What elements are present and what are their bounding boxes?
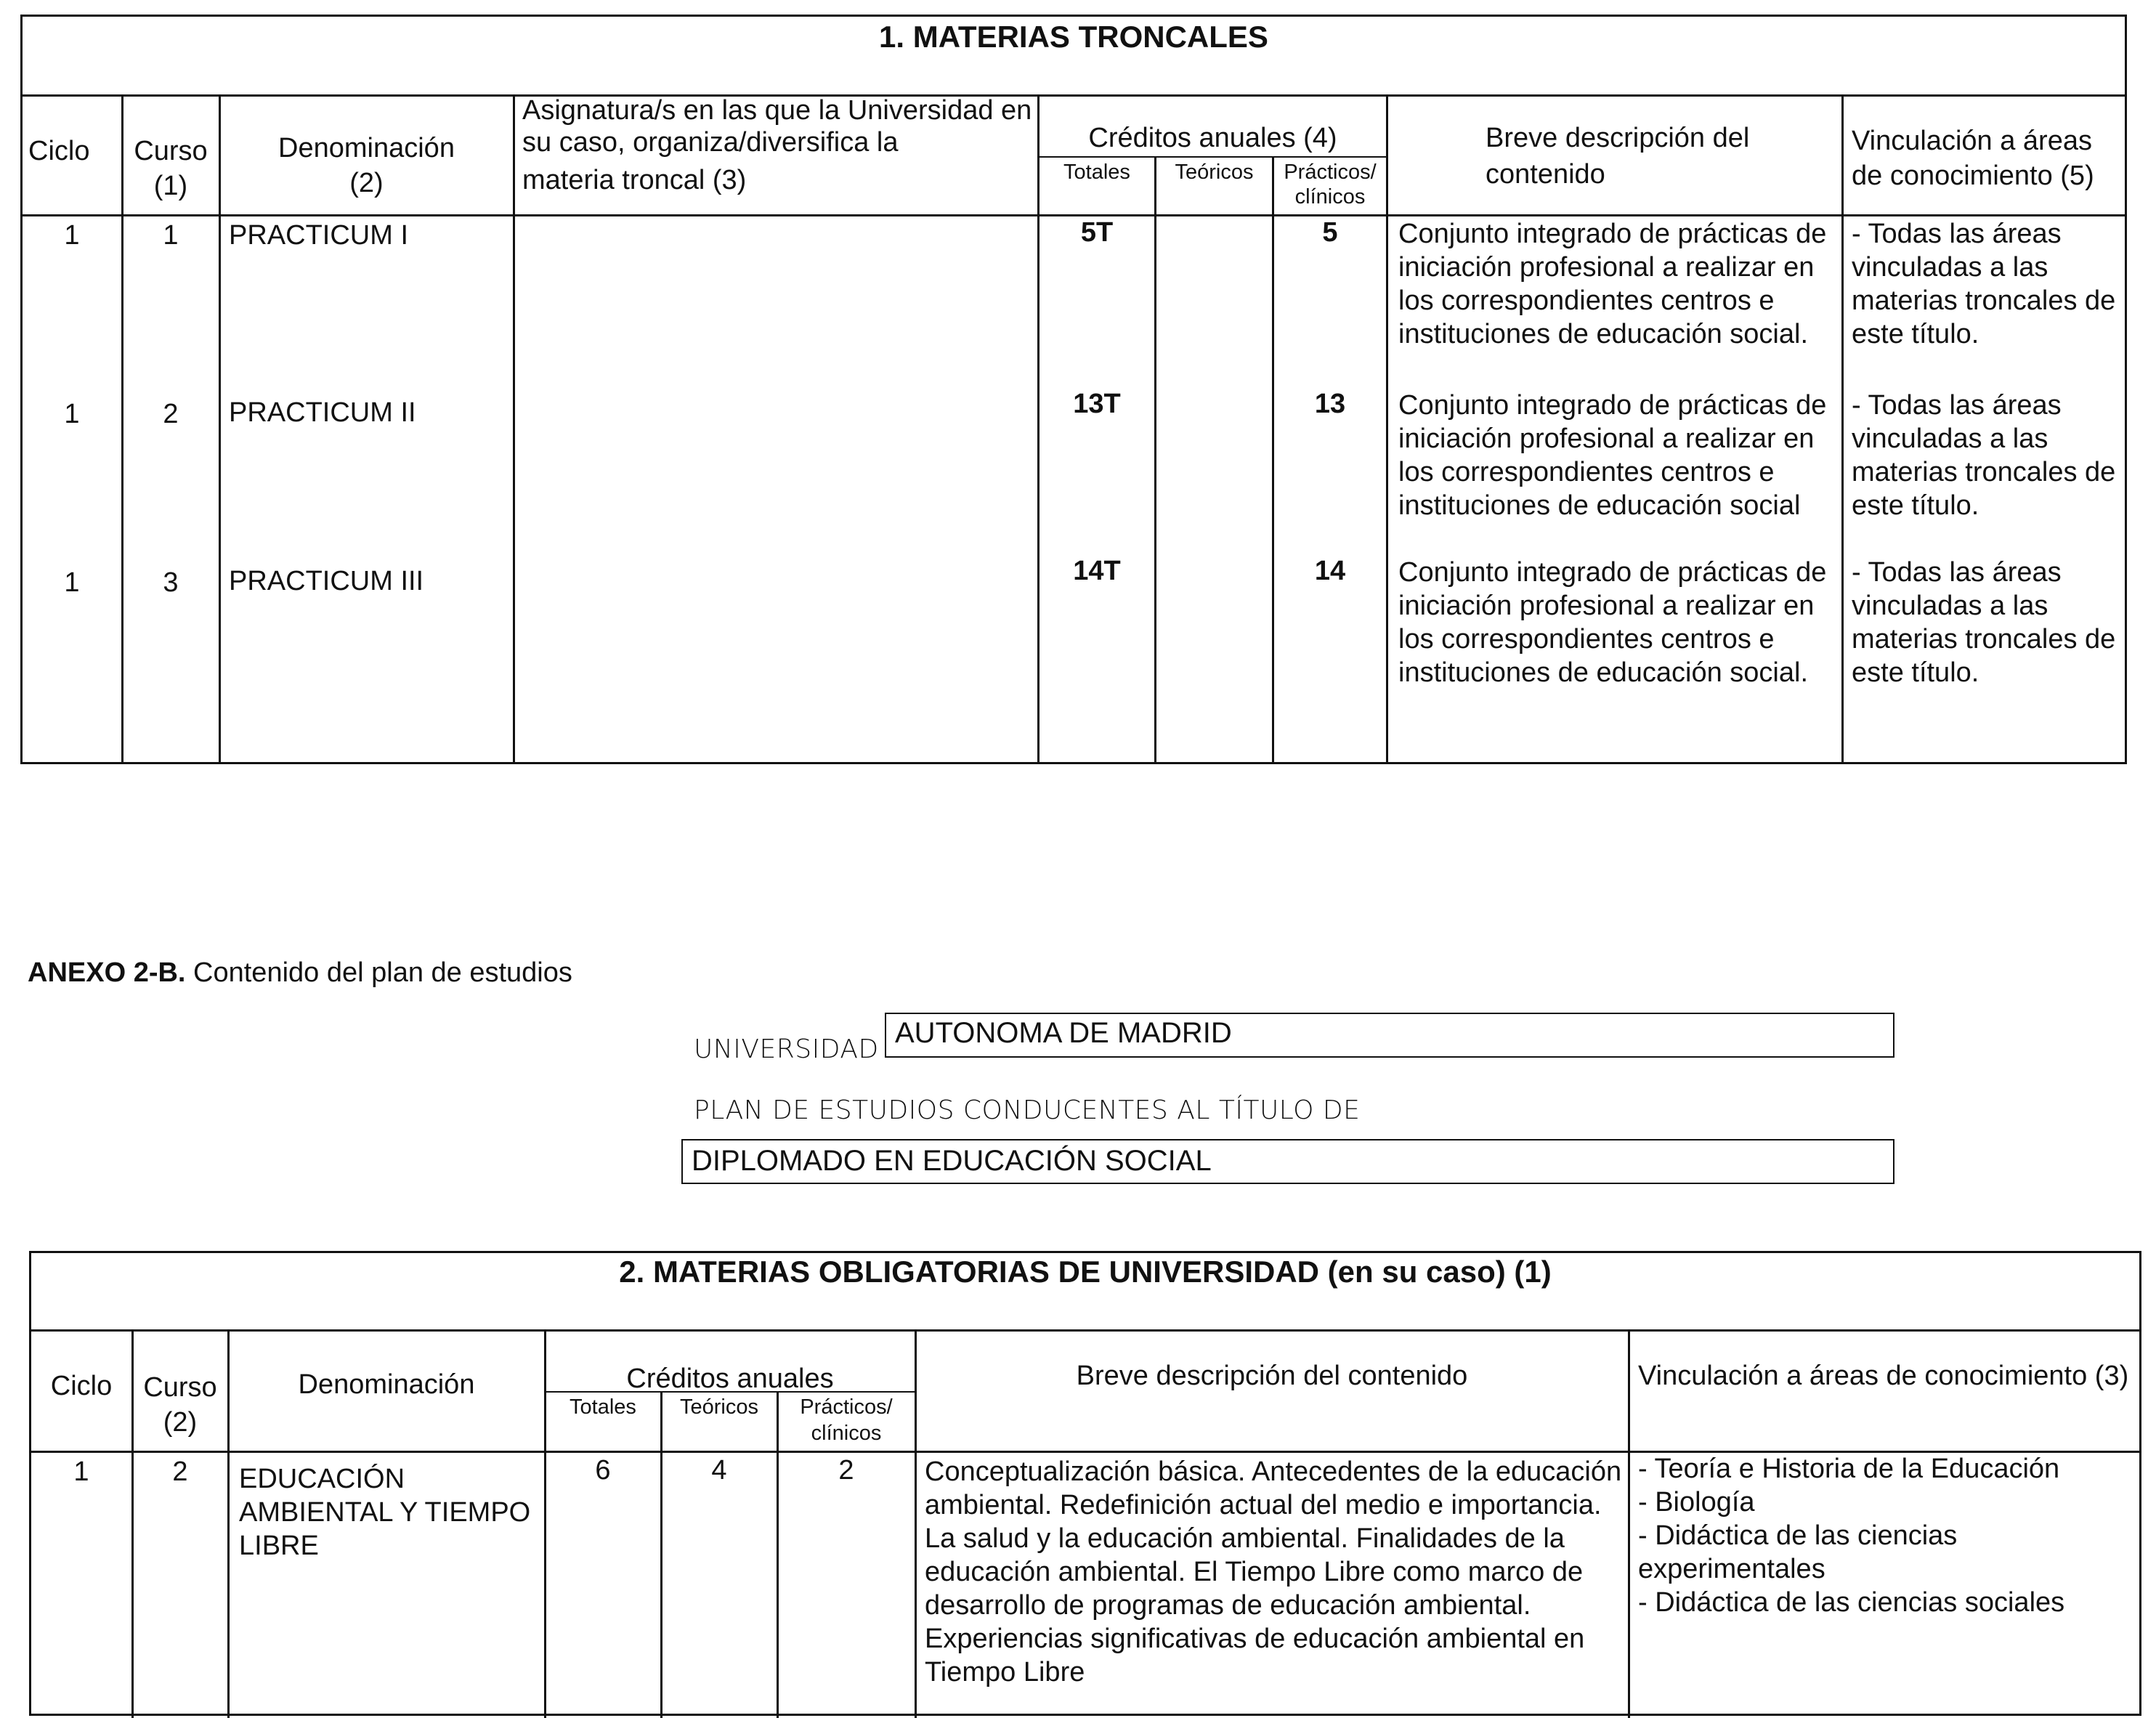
annex-heading-text: Contenido del plan de estudios bbox=[185, 957, 572, 988]
header-descripcion: Breve descripción del contenido bbox=[1076, 1361, 1468, 1391]
cell-descripcion-line: instituciones de educación social bbox=[1398, 490, 1801, 521]
cell-vinculacion-line: este título. bbox=[1852, 657, 1979, 688]
cell-curso: 2 bbox=[172, 1456, 188, 1487]
cell-ciclo: 1 bbox=[73, 1456, 89, 1487]
header-denominacion-note: (2) bbox=[349, 168, 384, 198]
cell-vinculacion-line: materias troncales de bbox=[1852, 624, 2116, 655]
header-practicos: Prácticos/ bbox=[800, 1395, 893, 1419]
header-totales: Totales bbox=[570, 1395, 636, 1419]
cell-descripcion-line: iniciación profesional a realizar en bbox=[1398, 252, 1815, 283]
header-ciclo: Ciclo bbox=[28, 136, 90, 166]
cell-curso: 2 bbox=[163, 399, 179, 429]
cell-descripcion-line: iniciación profesional a realizar en bbox=[1398, 424, 1815, 454]
universidad-value: AUTONOMA DE MADRID bbox=[895, 1017, 1232, 1049]
header-vinculacion-line2: de conocimiento (5) bbox=[1852, 161, 2094, 191]
header-creditos: Créditos anuales bbox=[626, 1364, 834, 1394]
table2-title: 2. MATERIAS OBLIGATORIAS DE UNIVERSIDAD (en su caso) (1) bbox=[31, 1253, 2139, 1332]
cell-ciclo: 1 bbox=[64, 567, 80, 598]
cell-vinculacion-line: - Todas las áreas bbox=[1852, 390, 2062, 421]
cell-denominacion: PRACTICUM II bbox=[229, 397, 416, 428]
header-creditos: Créditos anuales (4) bbox=[1088, 123, 1337, 153]
header-clinicos: clínicos bbox=[811, 1422, 882, 1445]
header-asignatura-line2: su caso, organiza/diversifica la bbox=[522, 127, 899, 158]
cell-descripcion-line: instituciones de educación social. bbox=[1398, 319, 1809, 349]
header-asignatura-line3: materia troncal (3) bbox=[522, 165, 747, 195]
cell-vinculacion-line: materias troncales de bbox=[1852, 285, 2116, 316]
divider bbox=[1841, 97, 1844, 764]
cell-vinculacion-line: este título. bbox=[1852, 490, 1979, 521]
cell-vinculacion-line: - Didáctica de las ciencias sociales bbox=[1638, 1587, 2065, 1618]
cell-descripcion-line: iniciación profesional a realizar en bbox=[1398, 591, 1815, 621]
cell-denominacion: PRACTICUM III bbox=[229, 566, 424, 596]
plan-label: PLAN DE ESTUDIOS CONDUCENTES AL TÍTULO DE bbox=[694, 1095, 1361, 1125]
cell-descripcion-line: desarrollo de programas de educación ambiental. bbox=[925, 1590, 1531, 1621]
universidad-label: UNIVERSIDAD bbox=[694, 1034, 879, 1064]
header-clinicos: clínicos bbox=[1294, 185, 1366, 208]
cell-totales: 5T bbox=[1080, 217, 1114, 248]
header-denominacion: Denominación bbox=[278, 133, 455, 163]
cell-vinculacion-line: - Todas las áreas bbox=[1852, 557, 2062, 588]
divider bbox=[1386, 97, 1388, 764]
cell-denominacion: PRACTICUM I bbox=[229, 220, 408, 251]
header-curso-note: (2) bbox=[163, 1407, 198, 1438]
cell-vinculacion-line: vinculadas a las bbox=[1852, 252, 2048, 283]
universidad-field bbox=[885, 1013, 1894, 1058]
cell-curso: 1 bbox=[163, 220, 179, 251]
cell-vinculacion-line: - Todas las áreas bbox=[1852, 219, 2062, 249]
cell-descripcion-line: Conjunto integrado de prácticas de bbox=[1398, 219, 1827, 249]
header-teoricos: Teóricos bbox=[680, 1395, 758, 1419]
cell-vinculacion-line: materias troncales de bbox=[1852, 457, 2116, 487]
cell-teoricos: 4 bbox=[711, 1455, 727, 1486]
header-descripcion-line2: contenido bbox=[1486, 159, 1605, 190]
cell-descripcion-line: instituciones de educación social. bbox=[1398, 657, 1809, 688]
divider bbox=[660, 1391, 662, 1718]
cell-descripcion-line: los correspondientes centros e bbox=[1398, 457, 1775, 487]
cell-descripcion-line: Tiempo Libre bbox=[925, 1657, 1085, 1687]
header-curso: Curso bbox=[143, 1372, 217, 1403]
cell-vinculacion-line: experimentales bbox=[1638, 1554, 1825, 1584]
header-teoricos: Teóricos bbox=[1175, 161, 1254, 184]
cell-vinculacion-line: vinculadas a las bbox=[1852, 424, 2048, 454]
materias-troncales-table bbox=[20, 15, 2127, 764]
header-totales: Totales bbox=[1063, 161, 1130, 184]
divider bbox=[1037, 156, 1388, 158]
divider bbox=[513, 97, 515, 764]
cell-ciclo: 1 bbox=[64, 399, 80, 429]
header-denominacion: Denominación bbox=[298, 1369, 475, 1400]
cell-descripcion-line: La salud y la educación ambiental. Finalidades de la bbox=[925, 1523, 1565, 1554]
annex-heading-bold: ANEXO 2-B. bbox=[28, 957, 186, 988]
header-practicos: Prácticos/ bbox=[1284, 161, 1377, 184]
materias-obligatorias-table bbox=[29, 1251, 2141, 1716]
header-curso: Curso bbox=[134, 136, 208, 166]
plan-field bbox=[681, 1139, 1894, 1184]
cell-descripcion-line: educación ambiental. El Tiempo Libre como marco de bbox=[925, 1557, 1584, 1587]
cell-descripcion-line: los correspondientes centros e bbox=[1398, 285, 1775, 316]
cell-denominacion-line: EDUCACIÓN bbox=[239, 1464, 405, 1494]
divider bbox=[1628, 1332, 1630, 1718]
cell-vinculacion-line: - Biología bbox=[1638, 1487, 1755, 1518]
cell-practicos: 5 bbox=[1322, 217, 1338, 248]
cell-practicos: 13 bbox=[1314, 389, 1346, 419]
header-vinculacion-line1: Vinculación a áreas bbox=[1852, 126, 2092, 156]
plan-value: DIPLOMADO EN EDUCACIÓN SOCIAL bbox=[692, 1145, 1212, 1177]
cell-ciclo: 1 bbox=[64, 220, 80, 251]
divider bbox=[1037, 97, 1040, 764]
header-asignatura-line1: Asignatura/s en las que la Universidad en bbox=[522, 95, 1032, 126]
annex-heading bbox=[28, 957, 572, 989]
table1-title: 1. MATERIAS TRONCALES bbox=[23, 17, 2125, 97]
cell-descripcion-line: los correspondientes centros e bbox=[1398, 624, 1775, 655]
cell-denominacion-line: AMBIENTAL Y TIEMPO bbox=[239, 1497, 531, 1528]
cell-totales: 14T bbox=[1073, 556, 1121, 586]
header-curso-note: (1) bbox=[153, 171, 188, 201]
cell-totales: 6 bbox=[595, 1455, 611, 1486]
cell-descripcion-line: ambiental. Redefinición actual del medio e importancia. bbox=[925, 1490, 1602, 1520]
cell-curso: 3 bbox=[163, 567, 179, 598]
cell-denominacion-line: LIBRE bbox=[239, 1531, 319, 1561]
header-ciclo: Ciclo bbox=[50, 1371, 113, 1401]
header-descripcion-line1: Breve descripción del bbox=[1486, 123, 1750, 153]
header-vinculacion: Vinculación a áreas de conocimiento (3) bbox=[1638, 1361, 2129, 1391]
cell-vinculacion-line: vinculadas a las bbox=[1852, 591, 2048, 621]
cell-descripcion-line: Experiencias significativas de educación ambiental en bbox=[925, 1624, 1585, 1654]
cell-practicos: 14 bbox=[1314, 556, 1346, 586]
cell-descripcion-line: Conjunto integrado de prácticas de bbox=[1398, 557, 1827, 588]
cell-descripcion-line: Conceptualización básica. Antecedentes de la educación bbox=[925, 1456, 1622, 1487]
divider bbox=[1154, 156, 1156, 764]
cell-practicos: 2 bbox=[838, 1455, 854, 1486]
cell-vinculacion-line: - Teoría e Historia de la Educación bbox=[1638, 1454, 2060, 1484]
cell-vinculacion-line: este título. bbox=[1852, 319, 1979, 349]
cell-totales: 13T bbox=[1073, 389, 1121, 419]
cell-vinculacion-line: - Didáctica de las ciencias bbox=[1638, 1520, 1958, 1551]
cell-descripcion-line: Conjunto integrado de prácticas de bbox=[1398, 390, 1827, 421]
